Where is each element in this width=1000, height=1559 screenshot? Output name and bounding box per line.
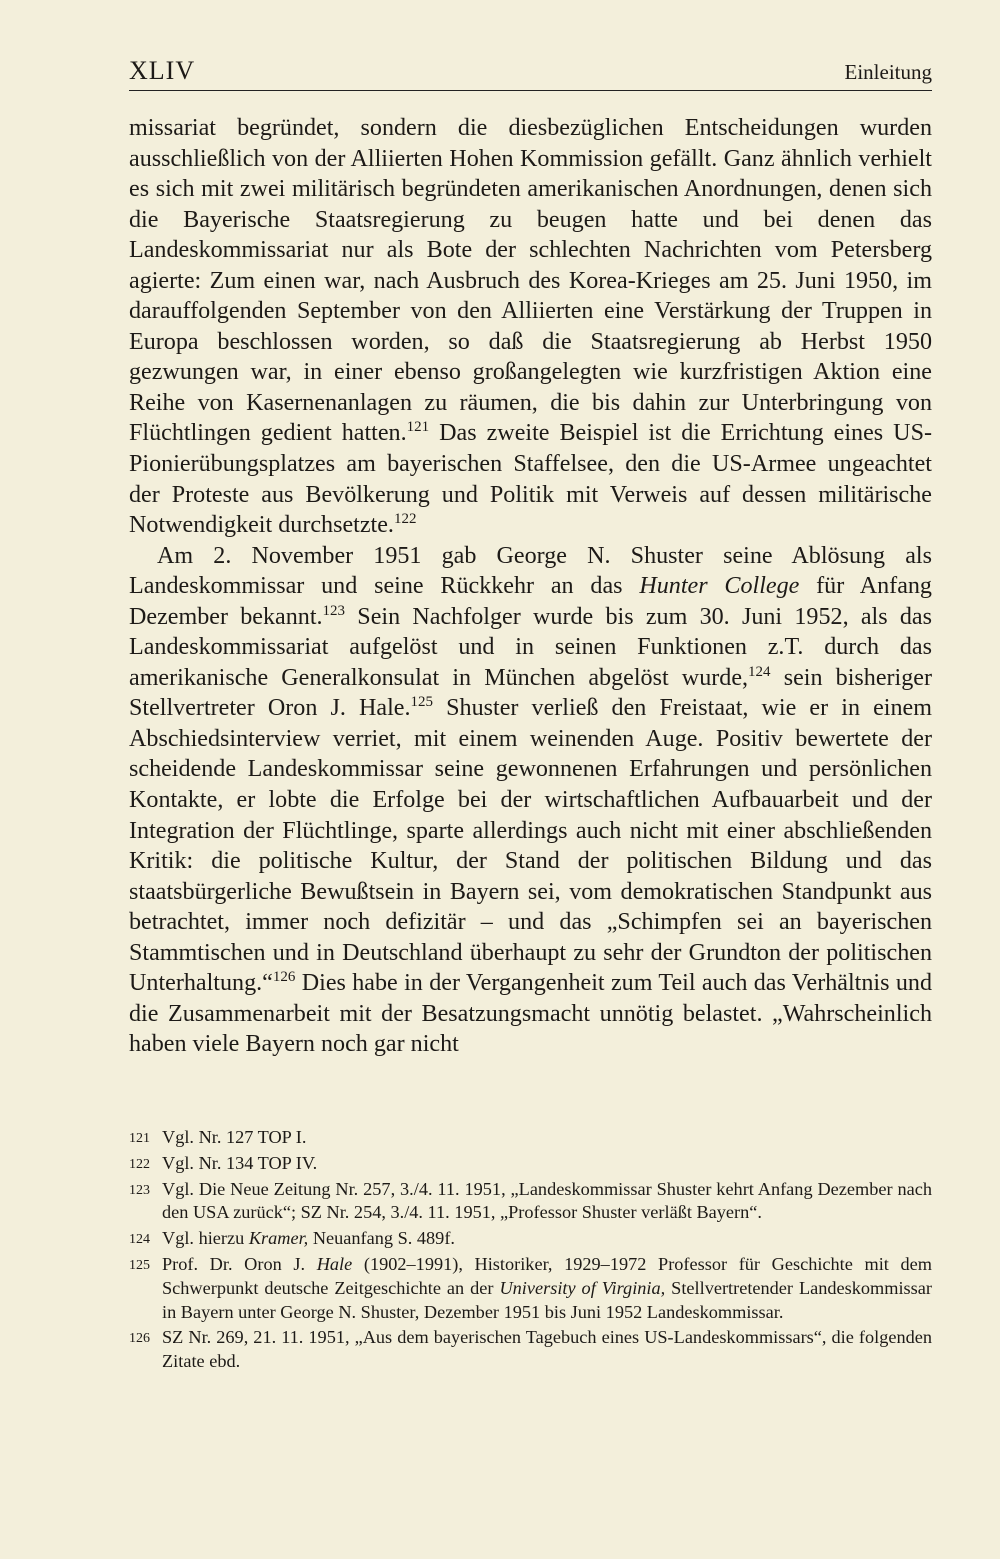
main-text — [129, 113, 932, 1060]
footnote-italic: Kramer, — [248, 1228, 309, 1249]
footnote-text: Vgl. hierzu — [162, 1228, 249, 1249]
italic-hunter-college: Hunter College — [639, 573, 800, 600]
paragraph-1-text-b: Das zweite Beispiel ist die Errichtung eines US-Pionierübungsplatzes am bayerischen Staffelsee, den die US-Armee ungeachtet der Proteste aus Bevölkerung und Politik mit Verweis auf dessen militärische Notwendigkeit durchsetzte. — [129, 420, 933, 539]
paragraph-1 — [129, 113, 932, 541]
paragraph-2 — [129, 541, 932, 1060]
footnote-number: 125 — [129, 1257, 150, 1273]
running-title: Einleitung — [844, 60, 932, 84]
paragraph-2-text-d: sein bisheriger Stellvertreter Oron J. Hale. — [129, 664, 932, 722]
footnote-text: Vgl. Nr. 127 TOP I. — [162, 1127, 307, 1147]
page-number: XLIV — [129, 56, 196, 85]
paragraph-2-text-b: für Anfang Dezember bekannt. — [129, 573, 932, 630]
footnote-text: Stellvertretender Landeskommissar in Bayern unter George N. Shuster, Dezember 1951 bis Juni 1952 Landeskommissar. — [162, 1277, 932, 1322]
paragraph-2-text-c: Sein Nachfolger wurde bis zum 30. Juni 1952, als das Landeskommissariat aufgelöst und in seinen Funktionen z.T. durch das amerikanische Generalkonsulat in München abgelöst wurde, — [129, 603, 932, 691]
footnote-ref-124: 124 — [748, 663, 771, 680]
paragraph-1-text-a: missariat begründet, sondern die diesbezüglichen Entscheidungen wurden ausschließlich von der Alliierten Hohen Kommission gefällt. Ganz ähnlich verhielt es sich mit zwei militärisch begründeten amerikanischen Anordnungen, denen sich die Bayerische Staatsregierung zu beugen hatte und bei denen das Landeskommissariat nur als Bote der schlechten Nachrichten vom Petersberg agierte: Zum einen war, nach Ausbruch des Korea-Krieges am 25. Juni 1950, im darauffolgenden September von den Alliierten eine Verstärkung der Truppen in Europa beschlossen worden, so daß die Staatsregierung ab Herbst 1950 gezwungen war, in einer ebenso großangelegten wie kurzfristigen Aktion eine Reihe von Kasernenanlagen zu räumen, die bis dahin zur Unterbringung von Flüchtlingen gedient hatten. — [129, 115, 932, 447]
footnote-italic: Hale — [316, 1253, 353, 1274]
footnote-123 — [129, 1178, 932, 1226]
footnote-ref-125: 125 — [410, 694, 434, 711]
footnote-text: (1902–1991), Historiker, 1929–1972 Professor für Geschichte mit dem Schwerpunkt deutsche Zeitgeschichte an der — [162, 1253, 932, 1298]
footnote-text: Neuanfang S. 489f. — [308, 1228, 455, 1249]
paragraph-2-text-f: Dies habe in der Vergangenheit zum Teil auch das Verhältnis und die Zusammenarbeit mit der Besatzungsmacht unnötig belastet. „Wahrscheinlich haben viele Bayern noch gar nicht — [129, 970, 932, 1058]
header-rule — [129, 90, 932, 91]
footnote-ref-126: 126 — [272, 969, 296, 986]
footnote-italic: University of Virginia, — [499, 1277, 666, 1298]
footnote-text: Vgl. Nr. 134 TOP IV. — [162, 1152, 318, 1173]
footnote-number: 126 — [129, 1331, 150, 1347]
paragraph-2-text-e: Shuster verließ den Freistaat, wie er in einem Abschiedsinterview verriet, mit einem weinenden Auge. Positiv bewertete der scheidende Landeskommissar seine gewonnenen Erfahrungen und persönlichen Kontakte, er lobte die Erfolge bei der wirtschaftlichen Aufbauarbeit und der Integration der Flüchtlinge, sparte allerdings auch nicht mit einer abschließenden Kritik: die politische Kultur, der Stand der politischen Bildung und das staatsbürgerliche Bewußtsein in Bayern sei, vom demokratischen Standpunkt aus betrachtet, immer noch defizitär – und das „Schimpfen sei an bayerischen Stammtischen und in Deutschland überhaupt zu sehr der Grundton der politischen Unterhaltung.“ — [129, 695, 932, 997]
footnote-ref-123: 123 — [322, 602, 346, 619]
footnote-text: SZ Nr. 269, 21. 11. 1951, „Aus dem bayerischen Tagebuch eines US-Landeskommissars“, die folgenden Zitate ebd. — [162, 1327, 932, 1372]
footnote-ref-121: 121 — [406, 419, 430, 436]
footnote-number: 123 — [129, 1182, 150, 1198]
footnote-ref-122: 122 — [393, 511, 417, 528]
footnote-124 — [129, 1227, 932, 1251]
footnote-number: 122 — [129, 1156, 150, 1172]
footnote-text: Vgl. Die Neue Zeitung Nr. 257, 3./4. 11. 1951, „Landeskommissar Shuster kehrt Anfang Dezember nach den USA zurück“; SZ Nr. 254, 3./4. 11. 1951, „Professor Shuster verläßt Bayern“. — [162, 1178, 932, 1223]
footnote-text: Prof. Dr. Oron J. — [162, 1253, 317, 1274]
footnote-126 — [129, 1326, 932, 1374]
footnote-122 — [129, 1152, 932, 1176]
footnote-number: 124 — [129, 1232, 150, 1248]
paragraph-2-text-a: Am 2. November 1951 gab George N. Shuster seine Ablösung als Landeskommissar und seine Rückkehr an das — [129, 542, 932, 600]
footnote-121 — [129, 1126, 932, 1150]
footnote-125 — [129, 1253, 932, 1324]
footnotes — [129, 1126, 932, 1376]
footnote-number: 121 — [129, 1131, 150, 1146]
page-header — [129, 54, 932, 88]
